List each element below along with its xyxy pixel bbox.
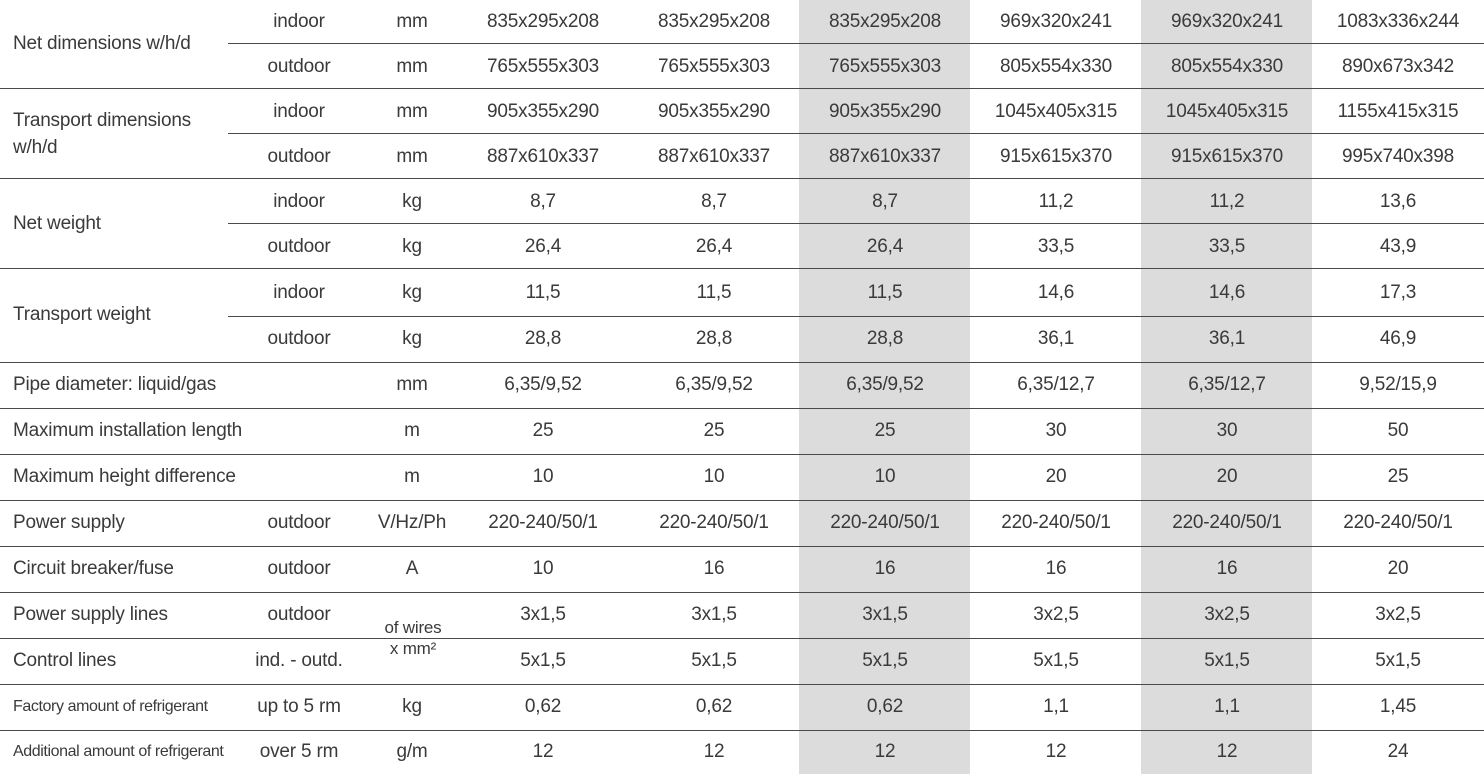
value-cell: 16 — [874, 558, 896, 579]
sub-row-divider — [228, 316, 1484, 317]
value-cell: 220-240/50/1 — [659, 512, 769, 533]
value-cell: 905x355x290 — [658, 101, 770, 122]
value-cell: 14,6 — [1208, 282, 1246, 303]
value-cell: 25 — [874, 420, 896, 441]
row-unit: kg — [402, 236, 422, 257]
row-sublabel: outdoor — [267, 56, 331, 77]
value-cell: 3x1,5 — [520, 604, 566, 625]
value-cell: 14,6 — [1037, 282, 1075, 303]
value-cell: 835x295x208 — [829, 11, 941, 32]
unit-wires-line1: of wires — [384, 618, 442, 637]
value-cell: 1045x405x315 — [1165, 101, 1289, 122]
value-cell: 765x555x303 — [829, 56, 941, 77]
value-cell: 835x295x208 — [658, 11, 770, 32]
row-label: Circuit breaker/fuse — [13, 558, 174, 579]
value-cell: 6,35/9,52 — [846, 374, 924, 395]
row-unit: m — [404, 466, 420, 487]
transport-dimensions-line2: w/h/d — [13, 137, 58, 158]
value-cell: 3x1,5 — [862, 604, 908, 625]
row-unit: mm — [396, 146, 428, 167]
value-cell: 3x2,5 — [1033, 604, 1079, 625]
value-cell: 1045x405x315 — [994, 101, 1118, 122]
value-cell: 5x1,5 — [691, 650, 737, 671]
row-divider — [0, 88, 1484, 89]
row-sublabel: outdoor — [267, 328, 331, 349]
transport-dimensions-line1: Transport dimensions — [13, 110, 191, 131]
value-cell: 25 — [532, 420, 554, 441]
value-cell: 915x615x370 — [1000, 146, 1112, 167]
value-cell: 6,35/9,52 — [675, 374, 753, 395]
value-cell: 905x355x290 — [829, 101, 941, 122]
row-sublabel: outdoor — [267, 236, 331, 257]
value-cell: 46,9 — [1379, 328, 1417, 349]
value-cell: 8,7 — [701, 191, 727, 212]
row-sublabel: over 5 rm — [259, 741, 339, 762]
row-unit: mm — [396, 101, 428, 122]
row-label: Control lines — [13, 650, 117, 671]
value-cell: 10 — [532, 466, 554, 487]
value-cell: 905x355x290 — [487, 101, 599, 122]
sub-row-divider — [228, 133, 1484, 134]
value-cell: 12 — [703, 741, 725, 762]
row-sublabel: indoor — [273, 101, 325, 122]
row-sublabel: indoor — [273, 191, 325, 212]
value-cell: 5x1,5 — [1204, 650, 1250, 671]
value-cell: 6,35/12,7 — [1188, 374, 1266, 395]
value-cell: 1155x415x315 — [1337, 101, 1459, 122]
row-unit: mm — [396, 374, 428, 395]
value-cell: 20 — [1387, 558, 1409, 579]
value-cell: 887x610x337 — [487, 146, 599, 167]
value-cell: 16 — [703, 558, 725, 579]
value-cell: 50 — [1387, 420, 1409, 441]
value-cell: 3x2,5 — [1375, 604, 1421, 625]
row-sublabel: outdoor — [267, 604, 331, 625]
row-label: Factory amount of refrigerant — [13, 698, 208, 715]
value-cell: 995x740x398 — [1342, 146, 1454, 167]
row-divider — [0, 500, 1484, 501]
value-cell: 30 — [1045, 420, 1067, 441]
row-unit: A — [405, 558, 419, 579]
value-cell: 26,4 — [695, 236, 733, 257]
value-cell: 969x320x241 — [1000, 11, 1112, 32]
value-cell: 220-240/50/1 — [1172, 512, 1282, 533]
value-cell: 969x320x241 — [1171, 11, 1283, 32]
value-cell: 765x555x303 — [487, 56, 599, 77]
row-unit: mm — [396, 56, 428, 77]
value-cell: 765x555x303 — [658, 56, 770, 77]
value-cell: 26,4 — [866, 236, 904, 257]
value-cell: 36,1 — [1037, 328, 1075, 349]
row-label-net-weight: Net weight — [13, 213, 101, 234]
row-divider — [0, 268, 1484, 269]
row-sublabel: up to 5 rm — [257, 696, 341, 717]
row-divider — [0, 362, 1484, 363]
row-unit: kg — [402, 282, 422, 303]
value-cell: 1083x336x244 — [1336, 11, 1460, 32]
sub-row-divider — [228, 43, 1484, 44]
value-cell: 16 — [1045, 558, 1067, 579]
value-cell: 8,7 — [530, 191, 556, 212]
value-cell: 17,3 — [1379, 282, 1417, 303]
row-label: Power supply — [13, 512, 125, 533]
value-cell: 16 — [1216, 558, 1238, 579]
row-label: Power supply lines — [13, 604, 168, 625]
row-divider — [0, 546, 1484, 547]
value-cell: 3x1,5 — [691, 604, 737, 625]
value-cell: 3x2,5 — [1204, 604, 1250, 625]
row-label: Maximum height difference — [13, 466, 236, 487]
row-unit: kg — [402, 328, 422, 349]
value-cell: 5x1,5 — [520, 650, 566, 671]
value-cell: 0,62 — [524, 696, 562, 717]
value-cell: 12 — [1045, 741, 1067, 762]
row-divider — [0, 178, 1484, 179]
row-label-transport-weight: Transport weight — [13, 304, 151, 325]
row-sublabel: indoor — [273, 11, 325, 32]
row-label: Pipe diameter: liquid/gas — [13, 374, 217, 395]
value-cell: 11,2 — [1209, 191, 1245, 212]
row-sublabel: outdoor — [267, 512, 331, 533]
value-cell: 0,62 — [695, 696, 733, 717]
value-cell: 30 — [1216, 420, 1238, 441]
value-cell: 9,52/15,9 — [1359, 374, 1437, 395]
value-cell: 890x673x342 — [1342, 56, 1454, 77]
value-cell: 805x554x330 — [1171, 56, 1283, 77]
row-sublabel: ind. - outd. — [255, 650, 343, 671]
value-cell: 43,9 — [1379, 236, 1417, 257]
value-cell: 220-240/50/1 — [830, 512, 940, 533]
row-divider — [0, 730, 1484, 731]
row-divider — [0, 638, 1484, 639]
row-label: Additional amount of refrigerant — [13, 743, 224, 760]
row-sublabel: outdoor — [267, 146, 331, 167]
value-cell: 10 — [532, 558, 554, 579]
value-cell: 220-240/50/1 — [1343, 512, 1453, 533]
value-cell: 20 — [1216, 466, 1238, 487]
value-cell: 11,5 — [867, 282, 903, 303]
row-unit: g/m — [396, 741, 428, 762]
row-sublabel: indoor — [273, 282, 325, 303]
value-cell: 28,8 — [695, 328, 733, 349]
value-cell: 220-240/50/1 — [1001, 512, 1111, 533]
row-divider — [0, 454, 1484, 455]
row-divider — [0, 592, 1484, 593]
value-cell: 0,62 — [866, 696, 904, 717]
value-cell: 26,4 — [524, 236, 562, 257]
value-cell: 10 — [703, 466, 725, 487]
value-cell: 11,5 — [525, 282, 561, 303]
value-cell: 11,5 — [696, 282, 732, 303]
row-unit: kg — [402, 696, 422, 717]
value-cell: 28,8 — [524, 328, 562, 349]
value-cell: 33,5 — [1208, 236, 1246, 257]
value-cell: 12 — [532, 741, 554, 762]
row-unit: m — [404, 420, 420, 441]
unit-wires-line2: x mm² — [389, 639, 437, 658]
value-cell: 1,1 — [1043, 696, 1069, 717]
value-cell: 220-240/50/1 — [488, 512, 598, 533]
value-cell: 6,35/9,52 — [504, 374, 582, 395]
value-cell: 5x1,5 — [862, 650, 908, 671]
value-cell: 915x615x370 — [1171, 146, 1283, 167]
value-cell: 5x1,5 — [1375, 650, 1421, 671]
row-sublabel: outdoor — [267, 558, 331, 579]
value-cell: 28,8 — [866, 328, 904, 349]
value-cell: 10 — [874, 466, 896, 487]
value-cell: 12 — [874, 741, 896, 762]
value-cell: 12 — [1216, 741, 1238, 762]
value-cell: 36,1 — [1208, 328, 1246, 349]
row-label: Maximum installation length — [13, 420, 243, 441]
row-unit: mm — [396, 11, 428, 32]
row-label-transport-dimensions — [13, 90, 228, 178]
row-divider — [0, 684, 1484, 685]
value-cell: 33,5 — [1037, 236, 1075, 257]
value-cell: 24 — [1387, 741, 1409, 762]
value-cell: 1,1 — [1214, 696, 1240, 717]
value-cell: 5x1,5 — [1033, 650, 1079, 671]
value-cell: 25 — [703, 420, 725, 441]
sub-row-divider — [228, 223, 1484, 224]
value-cell: 25 — [1387, 466, 1409, 487]
row-label-net-dimensions: Net dimensions w/h/d — [13, 33, 191, 54]
value-cell: 887x610x337 — [658, 146, 770, 167]
row-unit: V/Hz/Ph — [377, 512, 447, 533]
value-cell: 1,45 — [1379, 696, 1417, 717]
row-divider — [0, 408, 1484, 409]
value-cell: 8,7 — [872, 191, 898, 212]
value-cell: 805x554x330 — [1000, 56, 1112, 77]
value-cell: 887x610x337 — [829, 146, 941, 167]
value-cell: 11,2 — [1038, 191, 1074, 212]
value-cell: 20 — [1045, 466, 1067, 487]
row-unit: kg — [402, 191, 422, 212]
value-cell: 13,6 — [1379, 191, 1417, 212]
value-cell: 6,35/12,7 — [1017, 374, 1095, 395]
value-cell: 835x295x208 — [487, 11, 599, 32]
